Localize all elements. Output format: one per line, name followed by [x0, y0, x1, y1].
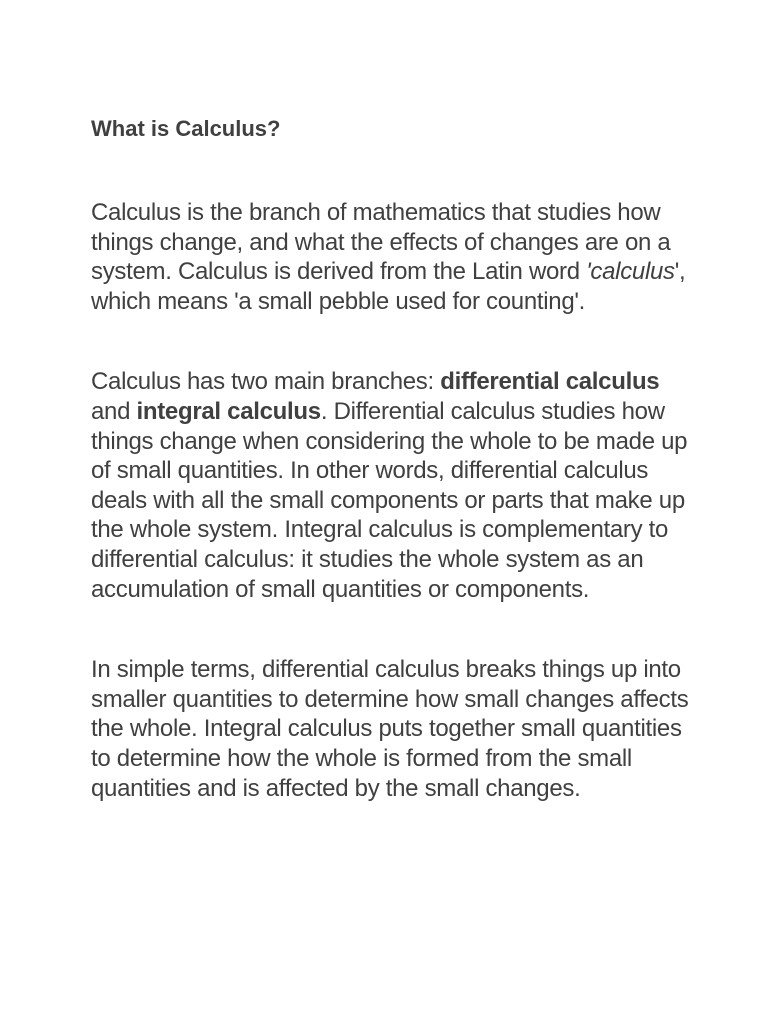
paragraph-definition — [91, 198, 701, 316]
paragraph-simple-terms: In simple terms, differential calculus breaks things up into smaller quantities to determine how small changes affects the whole. Integral calculus puts together small quantities to determine how the whole is formed from the small quantities and is affected by the small changes. — [91, 656, 689, 802]
paragraph-branches-text-1: Calculus has two main branches: — [91, 368, 441, 396]
document-title: What is Calculus? — [91, 116, 281, 141]
document-page — [91, 114, 701, 854]
paragraph-branches-text-2: and — [91, 397, 137, 425]
latin-word-calculus: 'calculus — [586, 258, 675, 286]
paragraph-branches — [91, 367, 701, 604]
paragraph-definition-text-2: ', which means 'a small pebble used for counting'. — [91, 258, 686, 315]
paragraph-definition-text-1: Calculus is the branch of mathematics that studies how things change, and what the effects of changes are on a system. Calculus is derived from the Latin word — [91, 199, 671, 286]
term-differential-calculus: differential calculus — [440, 368, 660, 396]
term-integral-calculus: integral calculus — [136, 397, 321, 425]
paragraph-branches-text-3: . Differential calculus studies how things change when considering the whole to be made up of small quantities. In other words, differential calculus deals with all the small components or parts that make up the whole system. Integral calculus is complementary to differential calculus: it studies the whole system as an accumulation of small quantities or components. — [91, 397, 688, 603]
